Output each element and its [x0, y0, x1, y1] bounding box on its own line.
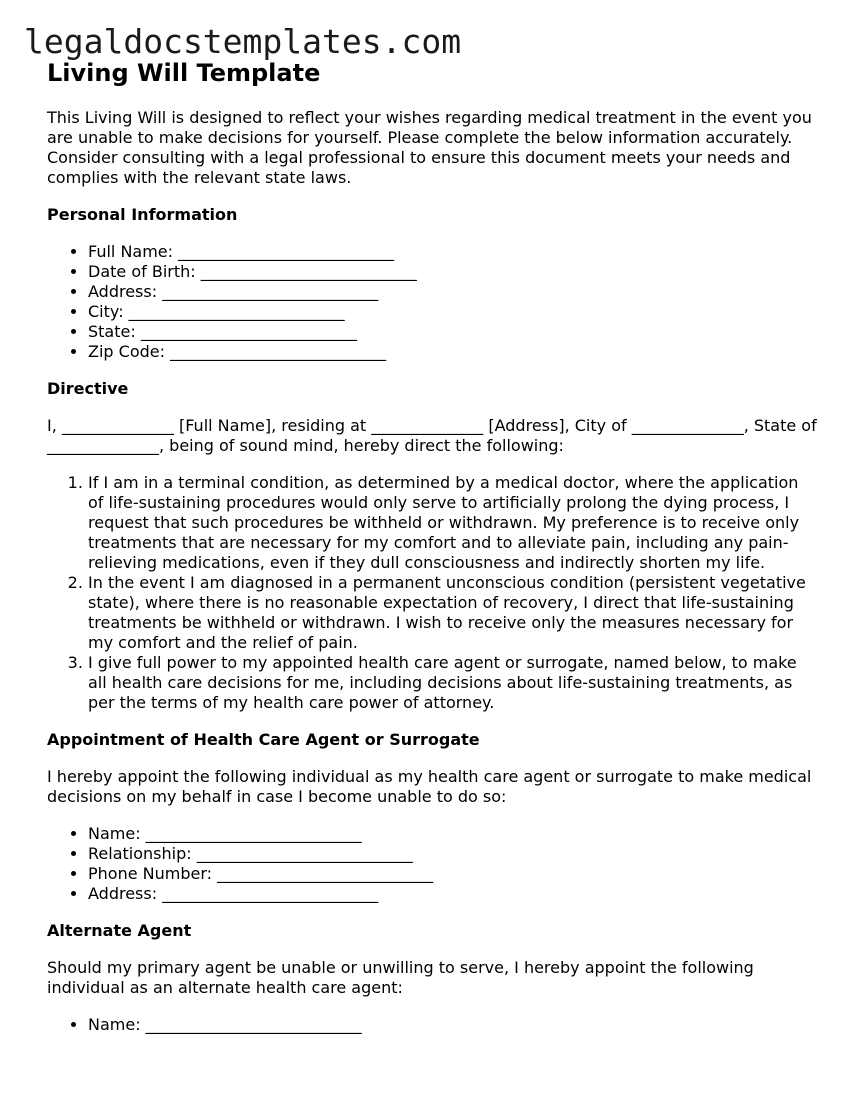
intro-paragraph: This Living Will is designed to reflect your wishes regarding medical treatment in the event you are unable to make decisions for yourself. Please complete the below information accurately. Consider consulting with a legal professional to ensure this document meets your needs and complies with the relevant state laws.: [47, 108, 812, 187]
agent-fields-list: [47, 824, 817, 904]
watermark: legaldocstemplates.com: [24, 22, 462, 61]
agent-heading: Appointment of Health Care Agent or Surrogate: [47, 730, 480, 749]
state-field: • State: ___________________________: [88, 322, 817, 342]
page-title: Living Will Template: [47, 59, 321, 87]
directive-item-unconscious: 2. In the event I am diagnosed in a permanent unconscious condition (persistent vegetative state), where there is no reasonable expectation of recovery, I direct that life-sustaining treatments be withheld or withdrawn. I wish to receive only the measures necessary for my comfort and the relief of pain.: [88, 573, 817, 653]
alternate-agent-name-field: • Name: ___________________________: [88, 1015, 817, 1035]
directive-item-agent-power: 3. I give full power to my appointed health care agent or surrogate, named below, to make all health care decisions for me, including decisions about life-sustaining treatments, as per the terms of my health care power of attorney.: [88, 653, 817, 713]
agent-statement: I hereby appoint the following individual as my health care agent or surrogate to make medical decisions on my behalf in case I become unable to do so:: [47, 767, 812, 806]
directive-heading: Directive: [47, 379, 129, 398]
zip-code-field: • Zip Code: ___________________________: [88, 342, 817, 362]
personal-info-heading: Personal Information: [47, 205, 238, 224]
alternate-agent-statement: Should my primary agent be unable or unwilling to serve, I hereby appoint the following individual as an alternate health care agent:: [47, 958, 754, 997]
alternate-agent-heading: Alternate Agent: [47, 921, 192, 940]
agent-name-field: • Name: ___________________________: [88, 824, 817, 844]
agent-relationship-field: • Relationship: ___________________________: [88, 844, 817, 864]
alternate-agent-fields-list: [47, 1015, 817, 1035]
document: [47, 58, 817, 1052]
directive-list: [47, 473, 817, 713]
city-field: • City: ___________________________: [88, 302, 817, 322]
full-name-field: • Full Name: ___________________________: [88, 242, 817, 262]
personal-info-list: [47, 242, 817, 362]
agent-phone-field: • Phone Number: ___________________________: [88, 864, 817, 884]
agent-address-field: • Address: ___________________________: [88, 884, 817, 904]
address-field: • Address: ___________________________: [88, 282, 817, 302]
date-of-birth-field: • Date of Birth: ___________________________: [88, 262, 817, 282]
directive-statement: I, ______________ [Full Name], residing at ______________ [Address], City of ______________, State of ______________, being of sound mind, hereby direct the following:: [47, 416, 817, 455]
directive-item-terminal: 1. If I am in a terminal condition, as determined by a medical doctor, where the application of life-sustaining procedures would only serve to artificially prolong the dying process, I request that such procedures be withheld or withdrawn. My preference is to receive only treatments that are necessary for my comfort and to alleviate pain, including any pain-relieving medications, even if they dull consciousness and indirectly shorten my life.: [88, 473, 817, 573]
